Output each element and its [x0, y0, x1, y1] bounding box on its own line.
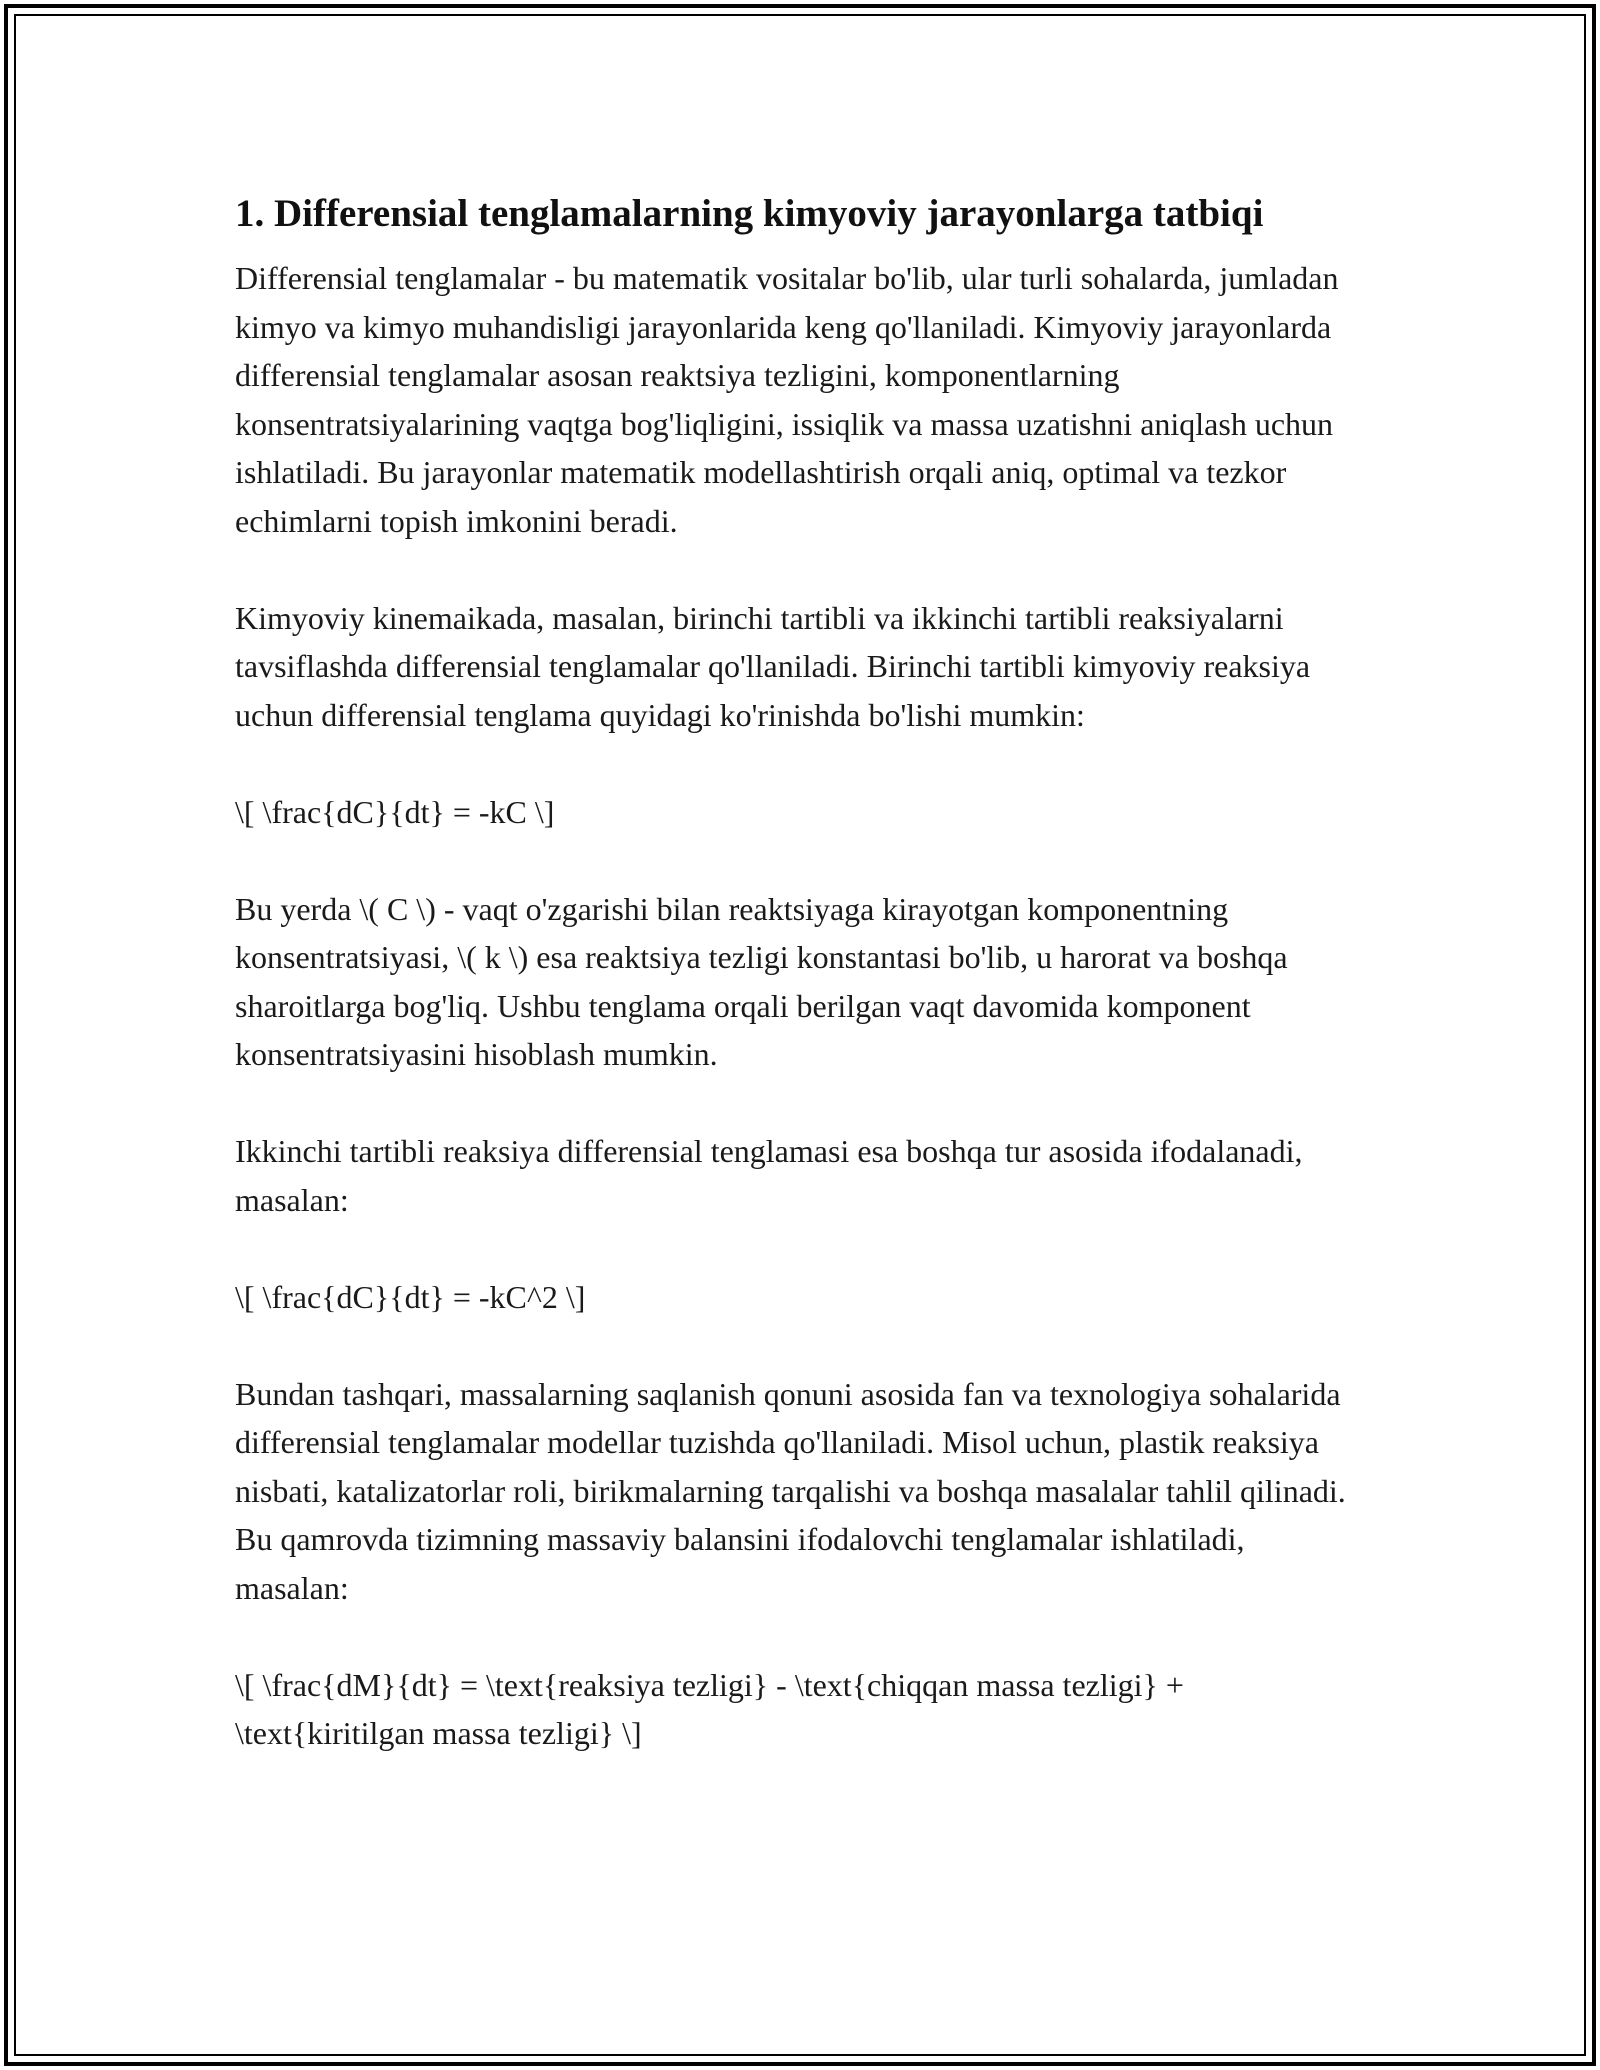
section-heading: 1. Differensial tenglamalarning kimyoviy jarayonlarga tatbiqi — [235, 192, 1264, 235]
paragraph-second-order: Ikkinchi tartibli reaksiya differensial tenglamasi esa boshqa tur asosida ifodalanadi, masalan: — [235, 1133, 1303, 1218]
equation-second-order: \[ \frac{dC}{dt} = -kC^2 \] — [235, 1278, 586, 1315]
paragraph-explanation: Bu yerda \( C \) - vaqt o'zgarishi bilan reaktsiyaga kirayotgan komponentning konsentratsiyasi, \( k \) esa reaktsiya tezligi konstantasi bo'lib, u harorat va boshqa sharoitlarga bog'liq. Ushbu tenglama orqali berilgan vaqt davomida komponent konsentratsiyasini hisoblash mumkin. — [235, 890, 1288, 1072]
document-body — [235, 188, 1365, 1806]
paragraph-mass-balance: Bundan tashqari, massalarning saqlanish qonuni asosida fan va texnologiya sohalarida differensial tenglamalar modellar tuzishda qo'llaniladi. Misol uchun, plastik reaksiya nisbati, katalizatorlar roli, birikmalarning tarqalishi va boshqa masalalar tahlil qilinadi. Bu qamrovda tizimning massaviy balansini ifodalovchi tenglamalar ishlatiladi, masalan: — [235, 1375, 1346, 1606]
paragraph-intro: Differensial tenglamalar - bu matematik vositalar bo'lib, ular turli sohalarda, jumladan kimyo va kimyo muhandisligi jarayonlarida keng qo'llaniladi. Kimyoviy jarayonlarda differensial tenglamalar asosan reaktsiya tezligini, komponentlarning konsentratsiyalarining vaqtga bog'liqligini, issiqlik va massa uzatishni aniqlash uchun ishlatiladi. Bu jarayonlar matematik modellashtirish orqali aniq, optimal va tezkor echimlarni topish imkonini beradi. — [235, 260, 1339, 539]
paragraph-kinetics: Kimyoviy kinemaikada, masalan, birinchi tartibli va ikkinchi tartibli reaksiyalarni tavsiflashda differensial tenglamalar qo'llaniladi. Birinchi tartibli kimyoviy reaksiya uchun differensial tenglama quyidagi ko'rinishda bo'lishi mumkin: — [235, 599, 1311, 733]
equation-mass-balance: \[ \frac{dM}{dt} = \text{reaksiya tezligi} - \text{chiqqan massa tezligi} + \text{kiritilgan massa tezligi} \] — [235, 1666, 1184, 1751]
equation-first-order: \[ \frac{dC}{dt} = -kC \] — [235, 793, 555, 830]
